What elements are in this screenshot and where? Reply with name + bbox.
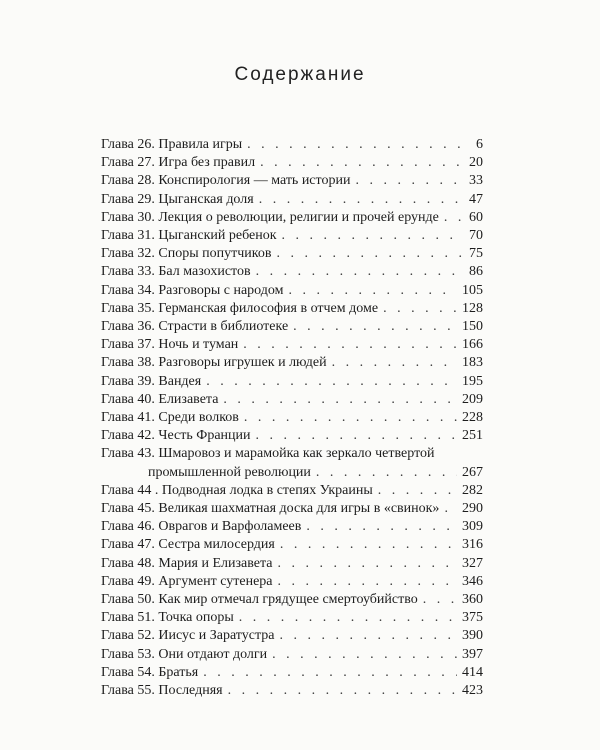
chapter-title: Цыганская доля [158, 191, 254, 207]
page-number: 375 [462, 610, 483, 626]
chapter-title: Сестра милосердия [158, 537, 275, 553]
chapter-title: Оврагов и Варфоламеев [158, 519, 302, 535]
chapter-title: Страсти в библиотеке [158, 319, 289, 335]
dot-leader [293, 318, 457, 336]
chapter-title: Бал мазохистов [158, 264, 251, 280]
page-number: 414 [462, 664, 483, 680]
dot-leader [280, 536, 457, 554]
chapter-title: Шмаровоз и марамойка как зеркало четвертой [158, 446, 435, 462]
chapter-number: Глава 49. [101, 573, 155, 589]
chapter-title: Подводная лодка в степях Украины [161, 482, 373, 498]
toc-entry-label [101, 646, 267, 664]
toc-entry [101, 191, 483, 209]
toc-entry [101, 336, 483, 354]
page-number: 105 [462, 282, 483, 298]
chapter-number: Глава 32. [101, 246, 155, 262]
page-number: 128 [462, 300, 483, 316]
toc-entry [101, 300, 483, 318]
chapter-title: Германская философия в отчем доме [158, 300, 379, 316]
toc-entry [101, 245, 483, 263]
toc-entry-label [101, 682, 223, 700]
toc-entry [101, 154, 483, 172]
toc-entry-label [101, 354, 327, 372]
chapter-title: Аргумент сутенера [158, 573, 273, 589]
page-number: 209 [462, 391, 483, 407]
toc-entry-label [101, 209, 439, 227]
toc-entry-label [101, 136, 242, 154]
toc-entry [101, 373, 483, 391]
chapter-number: Глава 51. [101, 610, 155, 626]
chapter-number: Глава 36. [101, 319, 155, 335]
chapter-number: Глава 42. [101, 428, 155, 444]
dot-leader [378, 482, 457, 500]
chapter-title: Последняя [158, 683, 223, 699]
toc-entry [101, 591, 483, 609]
dot-leader [423, 591, 457, 609]
toc-entry [101, 627, 483, 645]
page-number: 47 [469, 191, 483, 207]
chapter-title: Мария и Елизавета [158, 555, 273, 571]
toc-entry-label [101, 391, 218, 409]
toc-entry [101, 555, 483, 573]
dot-leader [276, 245, 464, 263]
chapter-title: Споры попутчиков [158, 246, 272, 262]
page-number: 195 [462, 373, 483, 389]
dot-leader [206, 373, 457, 391]
chapter-number: Глава 27. [101, 155, 155, 171]
chapter-number: Глава 46. [101, 519, 155, 535]
dot-leader [272, 646, 457, 664]
chapter-number: Глава 50. [101, 592, 155, 608]
page-number: 20 [469, 155, 483, 171]
toc-entry [101, 518, 483, 536]
toc-entry [101, 172, 483, 190]
toc-entry-label [101, 227, 277, 245]
dot-leader [316, 464, 457, 482]
page-number: 282 [462, 482, 483, 498]
toc-entry-continuation [101, 464, 483, 482]
toc-entry-label [101, 172, 350, 190]
toc-entry [101, 391, 483, 409]
chapter-number: Глава 52. [101, 628, 155, 644]
dot-leader [247, 136, 471, 154]
toc-entry [101, 536, 483, 554]
chapter-number: Глава 48. [101, 555, 155, 571]
chapter-title: Великая шахматная доска для игры в «свинок» [158, 501, 440, 517]
toc-entry-label [101, 318, 288, 336]
toc-entry [101, 318, 483, 336]
dot-leader [244, 409, 457, 427]
toc-entry-label [101, 573, 273, 591]
chapter-number: Глава 54. [101, 664, 155, 680]
chapter-title: Честь Франции [158, 428, 251, 444]
page-number: 166 [462, 337, 483, 353]
dot-leader [282, 227, 464, 245]
toc-entry-label [101, 664, 198, 682]
chapter-number: Глава 45. [101, 501, 155, 517]
toc-entry-label [101, 263, 251, 281]
chapter-title: Елизавета [158, 391, 219, 407]
chapter-title: Они отдают долги [158, 646, 268, 662]
page-number: 60 [469, 209, 483, 225]
page-number: 33 [469, 173, 483, 189]
dot-leader [256, 263, 464, 281]
toc-entry [101, 427, 483, 445]
page-number: 290 [462, 501, 483, 517]
toc-entry-label [101, 427, 251, 445]
dot-leader [243, 336, 457, 354]
toc-entry-label [101, 154, 255, 172]
page-number: 251 [462, 428, 483, 444]
page-number: 86 [469, 264, 483, 280]
page-number: 150 [462, 319, 483, 335]
chapter-title: Конспирология — мать истории [158, 173, 351, 189]
toc-entry [101, 664, 483, 682]
toc-entry [101, 646, 483, 664]
chapter-number: Глава 38. [101, 355, 155, 371]
dot-leader [332, 354, 457, 372]
dot-leader [260, 154, 464, 172]
toc-entry [101, 445, 483, 463]
table-of-contents [101, 136, 483, 700]
page-number: 423 [462, 683, 483, 699]
page-number: 183 [462, 355, 483, 371]
chapter-number: Глава 29. [101, 191, 155, 207]
chapter-number: Глава 41. [101, 410, 155, 426]
chapter-title: Разговоры с народом [158, 282, 284, 298]
chapter-number: Глава 44 . [101, 482, 159, 498]
toc-entry-label [101, 245, 271, 263]
dot-leader [355, 172, 464, 190]
toc-entry [101, 682, 483, 700]
dot-leader [228, 682, 457, 700]
chapter-number: Глава 55. [101, 683, 155, 699]
toc-entry-label [101, 446, 435, 461]
dot-leader [444, 500, 457, 518]
dot-leader [256, 427, 457, 445]
dot-leader [223, 391, 457, 409]
toc-entry [101, 282, 483, 300]
page-number: 75 [469, 246, 483, 262]
dot-leader [288, 282, 457, 300]
toc-entry-label [101, 191, 254, 209]
toc-entry-label [101, 627, 274, 645]
page-number: 390 [462, 628, 483, 644]
toc-entry-label [101, 609, 234, 627]
toc-entry [101, 573, 483, 591]
toc-entry-label [101, 300, 378, 318]
toc-entry [101, 136, 483, 154]
chapter-title: Среди волков [158, 410, 239, 426]
page-number: 346 [462, 573, 483, 589]
page-number: 309 [462, 519, 483, 535]
dot-leader [239, 609, 457, 627]
dot-leader [279, 627, 457, 645]
toc-entry-label [101, 282, 283, 300]
chapter-number: Глава 30. [101, 209, 155, 225]
chapter-title: Точка опоры [158, 610, 234, 626]
page-title: Содержание [234, 64, 366, 85]
toc-entry-label [101, 373, 201, 391]
chapter-number: Глава 39. [101, 373, 155, 389]
chapter-number: Глава 26. [101, 137, 155, 152]
toc-entry-label [101, 409, 239, 427]
toc-entry [101, 500, 483, 518]
chapter-title: Игра без правил [158, 155, 256, 171]
chapter-title: Иисус и Заратустра [158, 628, 275, 644]
chapter-title: Братья [158, 664, 199, 680]
chapter-number: Глава 37. [101, 337, 155, 353]
page-number: 327 [462, 555, 483, 571]
chapter-number: Глава 43. [101, 446, 155, 462]
page-number: 6 [476, 137, 483, 152]
dot-leader [203, 664, 457, 682]
chapter-number: Глава 47. [101, 537, 155, 553]
toc-entry [101, 354, 483, 372]
chapter-title: Ночь и туман [158, 337, 239, 353]
page-number: 397 [462, 646, 483, 662]
toc-entry [101, 263, 483, 281]
toc-entry-label [101, 518, 301, 536]
chapter-number: Глава 28. [101, 173, 155, 189]
dot-leader [278, 555, 458, 573]
dot-leader [383, 300, 457, 318]
page-number: 316 [462, 537, 483, 553]
chapter-number: Глава 35. [101, 300, 155, 316]
page-number: 228 [462, 410, 483, 426]
toc-entry-label [101, 482, 373, 500]
toc-entry [101, 409, 483, 427]
chapter-number: Глава 53. [101, 646, 155, 662]
chapter-number: Глава 31. [101, 228, 155, 244]
chapter-number: Глава 33. [101, 264, 155, 280]
page-number: 70 [469, 228, 483, 244]
chapter-title: Правила игры [158, 137, 243, 152]
dot-leader [306, 518, 457, 536]
dot-leader [278, 573, 457, 591]
toc-entry [101, 609, 483, 627]
chapter-title: Разговоры игрушек и людей [158, 355, 327, 371]
dot-leader [259, 191, 464, 209]
toc-entry [101, 482, 483, 500]
chapter-title: Как мир отмечал грядущее смертоубийство [158, 592, 418, 608]
toc-entry-label [101, 536, 275, 554]
page-number: 267 [462, 464, 483, 480]
chapter-title-continuation: промышленной революции [148, 464, 311, 480]
toc-entry-label [101, 591, 418, 609]
chapter-number: Глава 40. [101, 391, 155, 407]
toc-entry-label [101, 555, 273, 573]
chapter-number: Глава 34. [101, 282, 155, 298]
toc-entry-label [101, 500, 439, 518]
toc-entry [101, 227, 483, 245]
chapter-title: Лекция о революции, религии и прочей ерунде [158, 209, 439, 225]
dot-leader [444, 209, 464, 227]
toc-entry-label [101, 336, 238, 354]
chapter-title: Вандея [158, 373, 202, 389]
page-number: 360 [462, 592, 483, 608]
toc-entry [101, 209, 483, 227]
chapter-title: Цыганский ребенок [158, 228, 277, 244]
